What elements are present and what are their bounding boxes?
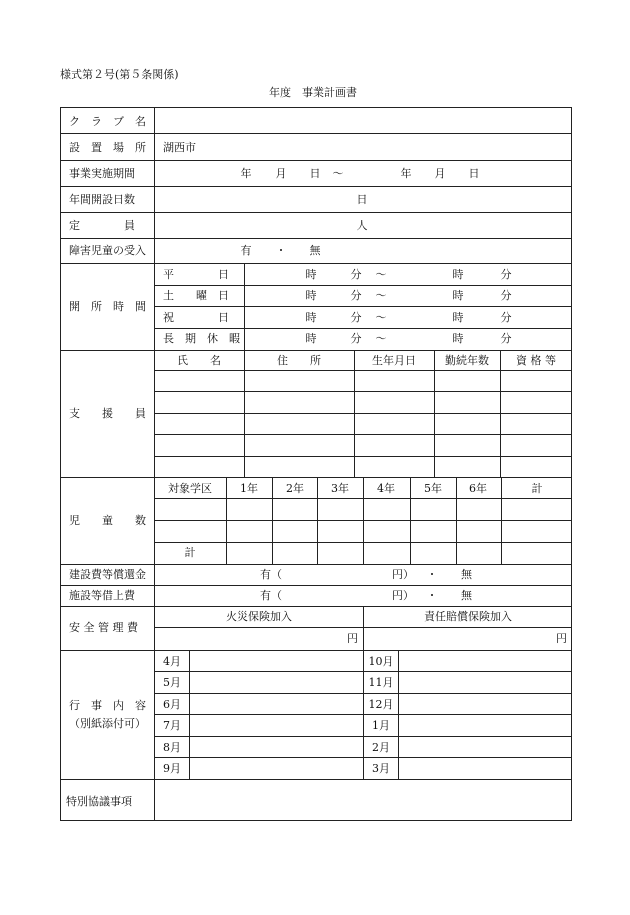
month-august: 8月 — [163, 741, 181, 754]
hour-unit: 時 — [305, 311, 317, 324]
period-year1: 年 — [240, 167, 252, 180]
children-row-line — [154, 542, 572, 543]
month-september: 9月 — [163, 762, 181, 775]
events-row-line — [154, 714, 572, 715]
staff-header-birthdate: 生年月日 — [372, 354, 416, 367]
hours-vacation-label: 長 期 休 暇 — [163, 332, 240, 345]
period-month1: 月 — [275, 167, 287, 180]
events-row-line — [154, 736, 572, 737]
minute-unit: 分 — [350, 311, 362, 324]
events-note: （別紙添付可） — [69, 717, 146, 730]
hours-saturday-label: 土 曜 日 — [163, 289, 229, 302]
hours-label: 開 所 時 間 — [69, 300, 146, 313]
location-value: 湖西市 — [163, 141, 196, 154]
period-tilde: ～ — [332, 167, 344, 180]
disabled-yes: 有 — [240, 244, 252, 257]
minute-unit: 分 — [350, 289, 362, 302]
disabled-dot: ・ — [275, 244, 287, 257]
capacity-unit: 人 — [356, 219, 368, 232]
hour-unit: 時 — [305, 332, 317, 345]
hour-unit: 時 — [452, 311, 464, 324]
hours-row-line — [154, 328, 572, 329]
children-label: 児 童 数 — [69, 514, 146, 527]
children-header-grade6: 6年 — [469, 482, 487, 495]
children-header-grade1: 1年 — [240, 482, 258, 495]
hours-tilde: ～ — [375, 289, 387, 302]
construction-cost-label: 建設費等償還金 — [69, 568, 146, 581]
document-title: 年度 事業計画書 — [269, 86, 357, 99]
row-line — [60, 238, 572, 239]
location-label: 設 置 場 所 — [69, 141, 146, 154]
construction-yes: 有（ — [260, 568, 282, 581]
row-line — [60, 212, 572, 213]
row-line — [60, 650, 572, 651]
hours-weekday-label: 平 日 — [163, 268, 229, 281]
hours-row-line — [154, 285, 572, 286]
capacity-label: 定 員 — [69, 219, 135, 232]
month-may: 5月 — [163, 676, 181, 689]
row-line — [60, 585, 572, 586]
safety-divider — [363, 606, 364, 650]
fire-insurance-yen: 円 — [347, 632, 358, 645]
hour-unit: 時 — [305, 268, 317, 281]
staff-header-qualification: 資 格 等 — [516, 354, 556, 367]
rent-label: 施設等借上費 — [69, 589, 135, 602]
row-line — [60, 350, 572, 351]
hours-holiday-label: 祝 日 — [163, 311, 229, 324]
period-year2: 年 — [400, 167, 412, 180]
hours-tilde: ～ — [375, 268, 387, 281]
minute-unit: 分 — [500, 332, 512, 345]
rent-yen: 円） — [392, 589, 414, 602]
month-december: 12月 — [368, 698, 394, 711]
staff-label: 支 援 員 — [69, 407, 146, 420]
events-row-line — [154, 757, 572, 758]
month-march: 3月 — [372, 762, 390, 775]
row-line — [60, 133, 572, 134]
period-day2: 日 — [468, 167, 480, 180]
month-january: 1月 — [372, 719, 390, 732]
rent-yes: 有（ — [260, 589, 282, 602]
events-row-line — [154, 671, 572, 672]
month-april: 4月 — [163, 655, 181, 668]
row-line — [60, 564, 572, 565]
staff-row-line — [154, 413, 572, 414]
row-line — [60, 606, 572, 607]
row-line — [60, 263, 572, 264]
hours-tilde: ～ — [375, 311, 387, 324]
staff-row-line — [154, 434, 572, 435]
club-name-label: ク ラ ブ 名 — [69, 115, 146, 128]
staff-header-name: 氏 名 — [177, 354, 221, 367]
disabled-no: 無 — [309, 244, 321, 257]
construction-no: 無 — [461, 568, 472, 581]
hours-tilde: ～ — [375, 332, 387, 345]
hour-unit: 時 — [452, 332, 464, 345]
open-days-label: 年間開設日数 — [69, 193, 135, 206]
fire-insurance-header: 火災保険加入 — [226, 610, 292, 623]
row-line — [60, 779, 572, 780]
construction-yen: 円） — [392, 568, 414, 581]
children-header-grade5: 5年 — [424, 482, 442, 495]
form-number: 様式第２号(第５条関係) — [60, 68, 179, 81]
open-days-unit: 日 — [356, 193, 368, 206]
children-row-line — [154, 520, 572, 521]
row-line — [60, 160, 572, 161]
rent-dot: ・ — [426, 589, 438, 602]
minute-unit: 分 — [350, 332, 362, 345]
liability-insurance-yen: 円 — [556, 632, 567, 645]
hour-unit: 時 — [452, 268, 464, 281]
month-july: 7月 — [163, 719, 181, 732]
month-june: 6月 — [163, 698, 181, 711]
row-line — [60, 186, 572, 187]
minute-unit: 分 — [350, 268, 362, 281]
hours-row-line — [154, 306, 572, 307]
construction-dot: ・ — [426, 568, 438, 581]
children-total-row-label: 計 — [184, 546, 196, 559]
period-label: 事業実施期間 — [69, 167, 135, 180]
special-matters-label: 特別協議事項 — [66, 795, 132, 808]
period-month2: 月 — [434, 167, 446, 180]
disabled-children-label: 障害児童の受入 — [69, 244, 146, 257]
month-february: 2月 — [372, 741, 390, 754]
children-row-line — [154, 498, 572, 499]
month-october: 10月 — [368, 655, 394, 668]
staff-row-line — [154, 370, 572, 371]
month-november: 11月 — [368, 676, 394, 689]
staff-row-line — [154, 391, 572, 392]
safety-label: 安 全 管 理 費 — [69, 621, 138, 634]
children-header-total: 計 — [531, 482, 543, 495]
minute-unit: 分 — [500, 289, 512, 302]
hour-unit: 時 — [452, 289, 464, 302]
staff-row-line — [154, 456, 572, 457]
row-line — [60, 477, 572, 478]
staff-header-address: 住 所 — [277, 354, 321, 367]
safety-row-line — [154, 627, 572, 628]
liability-insurance-header: 責任賠償保険加入 — [424, 610, 512, 623]
period-day1: 日 — [309, 167, 321, 180]
hour-unit: 時 — [305, 289, 317, 302]
children-header-grade4: 4年 — [377, 482, 395, 495]
events-label: 行 事 内 容 — [69, 699, 146, 712]
minute-unit: 分 — [500, 311, 512, 324]
events-row-line — [154, 693, 572, 694]
children-header-grade2: 2年 — [286, 482, 304, 495]
minute-unit: 分 — [500, 268, 512, 281]
rent-no: 無 — [461, 589, 472, 602]
children-header-district: 対象学区 — [168, 482, 212, 495]
children-header-grade3: 3年 — [331, 482, 349, 495]
staff-header-years: 勤続年数 — [445, 354, 489, 367]
